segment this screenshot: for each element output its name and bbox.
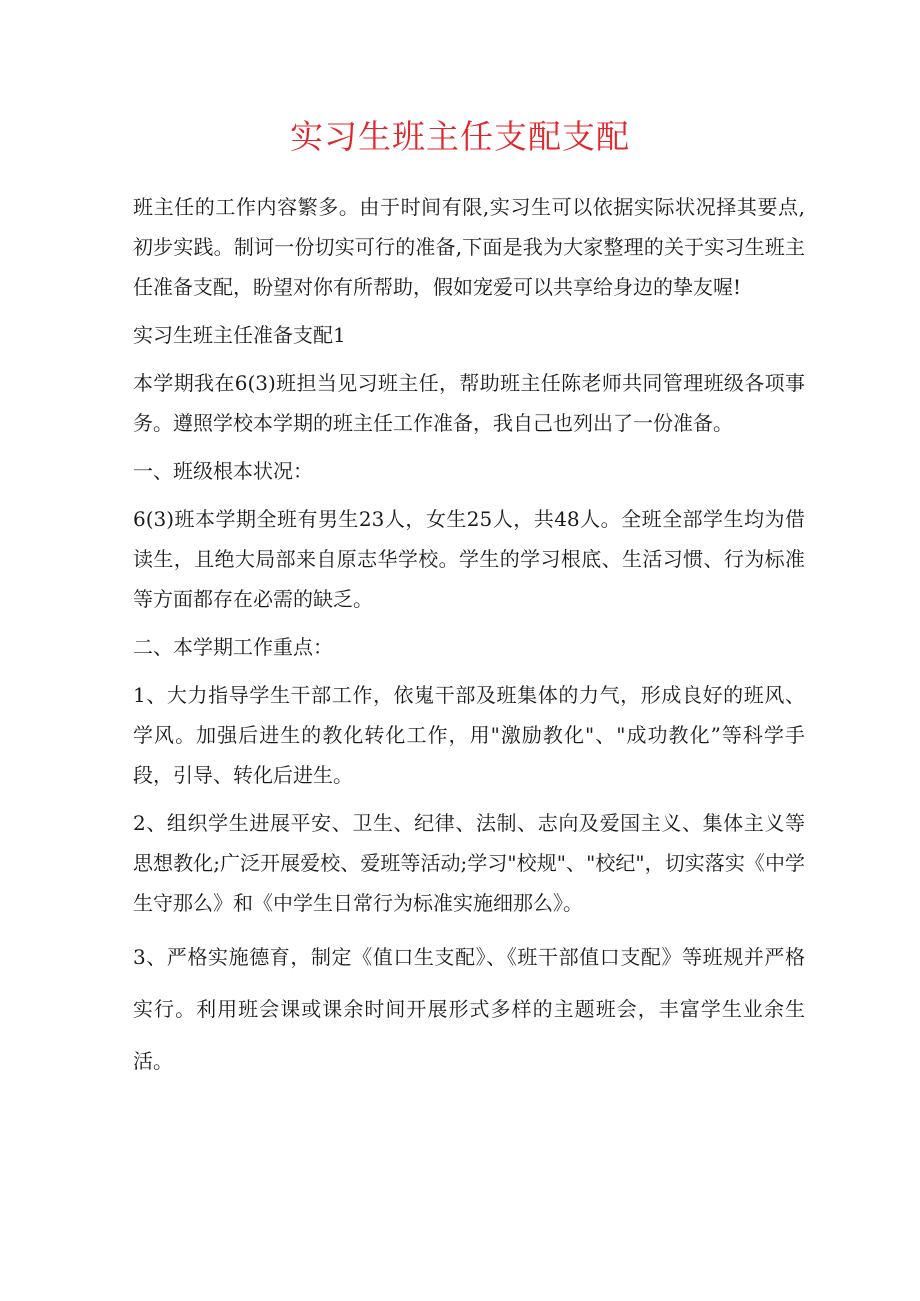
paragraph-item-2: 2、组织学生进展平安、卫生、纪律、法制、志向及爱国主义、集体主义等思想教化;广泛开展爱校、爱班等活动;学习"校规"、"校纪"，切实落实《中学生守那么》和《中学生日常行为标准实施细那么》。 — [133, 811, 805, 915]
paragraph-section-heading: 实习生班主任准备支配1 — [133, 323, 346, 347]
paragraph-intro: 班主任的工作内容繁多。由于时间有限,实习生可以依据实际状况择其要点,初步实践。制诃一份切实可行的准备,下面是我为大家整理的关于实习生班主任准备支配，盼望对你有所帮助，假如宠爱可以共享给身边的挚友喔! — [133, 195, 805, 299]
paragraph-item-3: 3、严格实施德育，制定《值口生支配》、《班干部值口支配》等班规并严格实行。利用班会课或课余时间开展形式多样的主题班会，丰富学生业余生活。 — [133, 945, 805, 1073]
paragraph-heading-class-status: 一、班级根本状况： — [133, 459, 313, 483]
document-title: 实习生班主任支配支配 — [290, 117, 630, 156]
paragraph-class-status: 6(3)班本学期全班有男生23人，女生25人，共48人。全班全部学生均为借读生，且绝大局部来自原志华学校。学生的学习根底、生活习惯、行为标准等方面都存在必需的缺乏。 — [133, 507, 805, 611]
paragraph-heading-work-focus: 二、本学期工作重点： — [133, 635, 333, 659]
paragraph-item-1: 1、大力指导学生干部工作，依嵬干部及班集体的力气，形成良好的班风、学风。加强后进生的教化转化工作，用"激励教化"、"成功教化”等科学手段，引导、转化后进生。 — [133, 683, 805, 787]
paragraph-overview: 本学期我在6(3)班担当见习班主任，帮助班主任陈老师共同管理班级各项事务。遵照学校本学期的班主任工作准备，我自己也列出了一份准备。 — [133, 371, 805, 435]
document-body — [133, 187, 805, 1095]
